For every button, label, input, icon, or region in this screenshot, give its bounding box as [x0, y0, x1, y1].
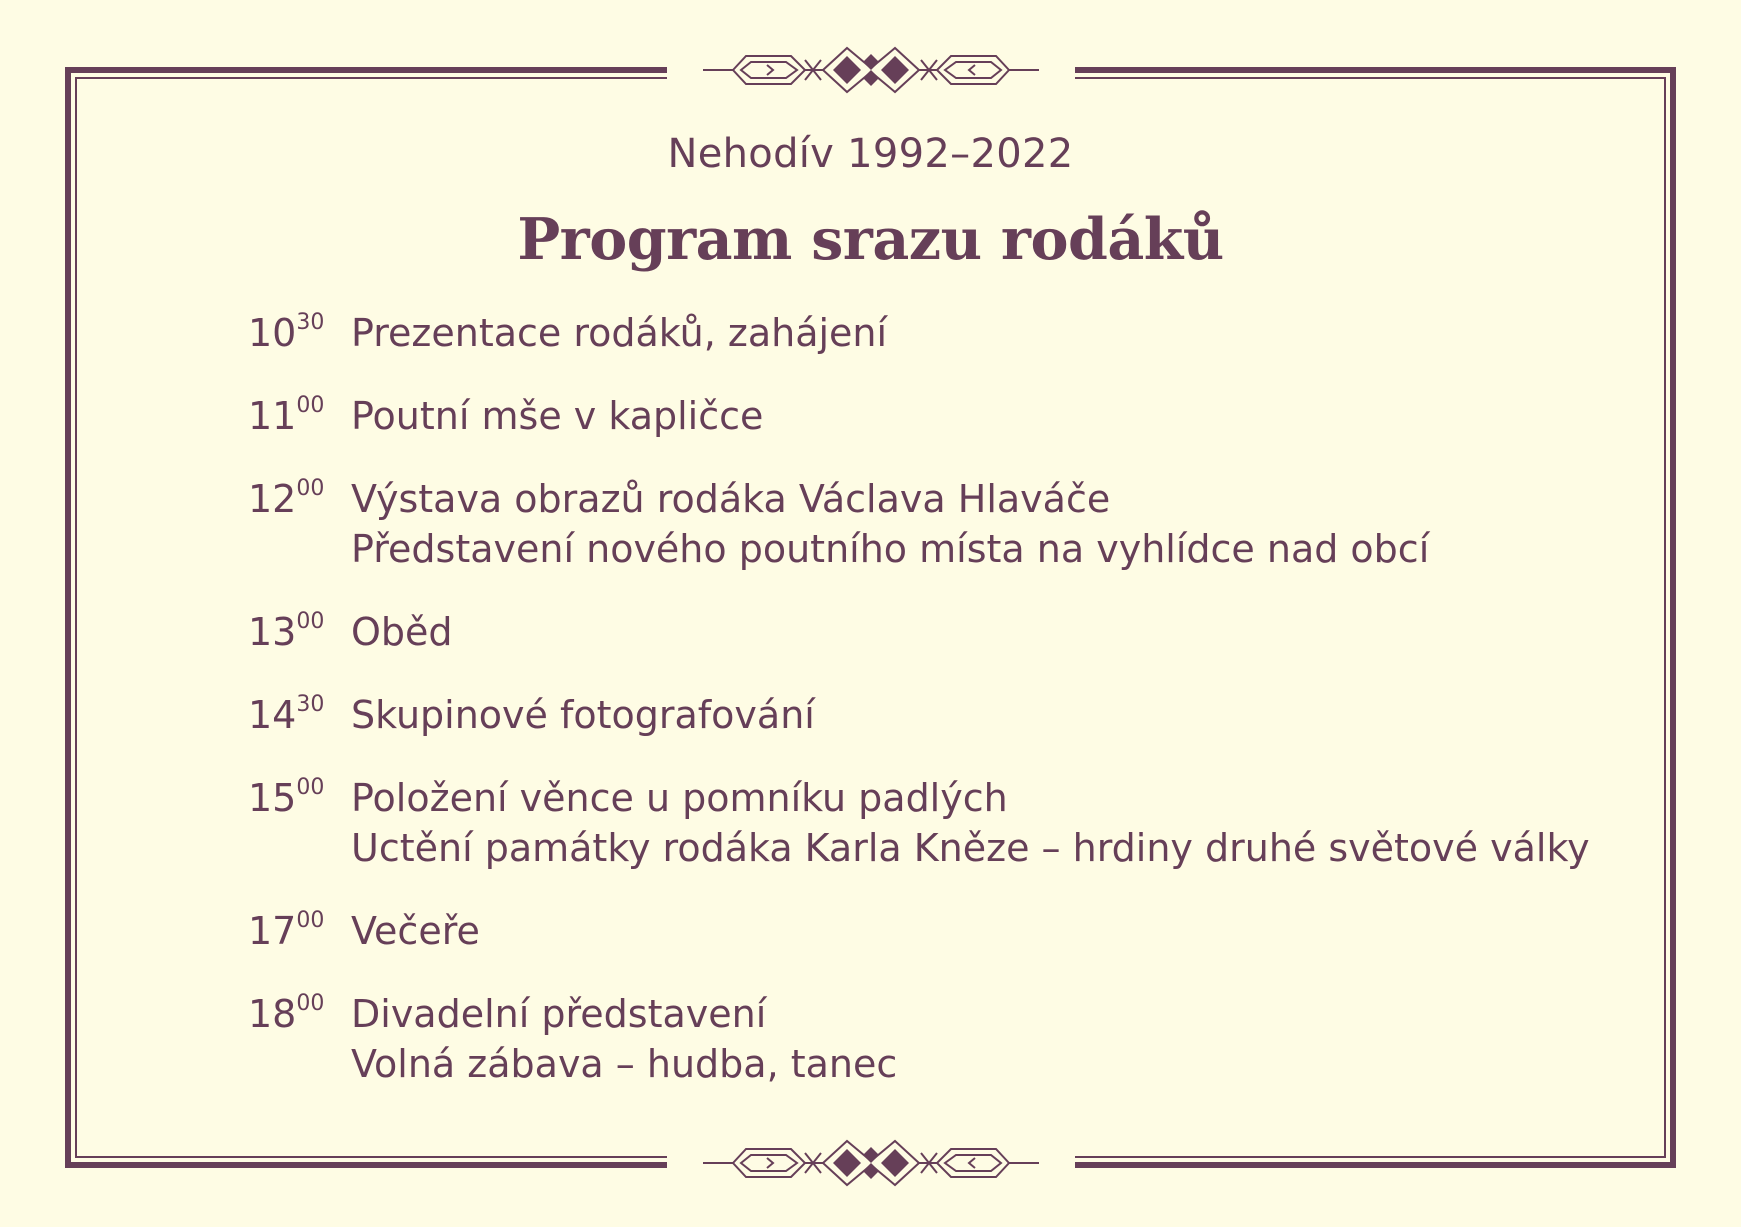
program-time-hour: 14 — [248, 693, 297, 737]
program-time-hour: 10 — [248, 311, 297, 355]
program-line: Představení nového poutního místa na vyhlídce nad obcí — [351, 527, 1430, 571]
program-time-hour: 12 — [248, 477, 297, 521]
program-line: Oběd — [351, 610, 453, 654]
program-time-hour: 18 — [248, 992, 297, 1036]
program-description — [351, 391, 1548, 441]
program-time — [248, 906, 351, 956]
program-time — [248, 391, 351, 441]
program-line: Večeře — [351, 909, 480, 953]
program-line: Skupinové fotografování — [351, 693, 815, 737]
program-line: Prezentace rodáků, zahájení — [351, 311, 888, 355]
program-item — [248, 607, 1548, 657]
program-time-minute: 00 — [296, 775, 325, 801]
program-time-hour: 11 — [248, 394, 297, 438]
program-item — [248, 308, 1548, 358]
program-line: Divadelní představení — [351, 992, 767, 1036]
program-time — [248, 607, 351, 657]
program-line: Volná zábava – hudba, tanec — [351, 1042, 898, 1086]
program-line: Poutní mše v kapličce — [351, 394, 764, 438]
program-time — [248, 989, 351, 1039]
program-list — [248, 308, 1590, 1122]
program-description — [351, 607, 1548, 657]
program-line: Uctění památky rodáka Karla Kněze – hrdiny druhé světové války — [351, 826, 1590, 870]
program-time-hour: 17 — [248, 909, 297, 953]
program-description — [351, 308, 1548, 358]
program-item — [248, 773, 1590, 873]
program-item — [248, 989, 1548, 1089]
program-line: Výstava obrazů rodáka Václava Hlaváče — [351, 477, 1111, 521]
program-item — [248, 391, 1548, 441]
page-subtitle: Nehodív 1992–2022 — [667, 131, 1074, 177]
program-time — [248, 308, 351, 358]
program-description — [351, 474, 1548, 574]
program-time — [248, 690, 351, 740]
program-item — [248, 906, 1548, 956]
program-description — [351, 690, 1548, 740]
program-description — [351, 906, 1548, 956]
program-time-minute: 30 — [296, 692, 325, 718]
page-title: Program srazu rodáků — [517, 206, 1224, 273]
program-time-minute: 00 — [296, 476, 325, 502]
program-time-minute: 30 — [296, 310, 325, 336]
top-ornament-icon — [703, 48, 1039, 92]
program-time — [248, 474, 351, 524]
program-item — [248, 690, 1548, 740]
program-time — [248, 773, 351, 823]
program-description — [351, 989, 1548, 1089]
program-time-minute: 00 — [296, 393, 325, 419]
program-description — [351, 773, 1590, 873]
program-time-hour: 15 — [248, 776, 297, 820]
program-time-minute: 00 — [296, 908, 325, 934]
program-time-minute: 00 — [296, 991, 325, 1017]
program-item — [248, 474, 1548, 574]
program-time-hour: 13 — [248, 610, 297, 654]
bottom-ornament-icon — [703, 1141, 1039, 1185]
program-time-minute: 00 — [296, 609, 325, 635]
program-line: Položení věnce u pomníku padlých — [351, 776, 1008, 820]
